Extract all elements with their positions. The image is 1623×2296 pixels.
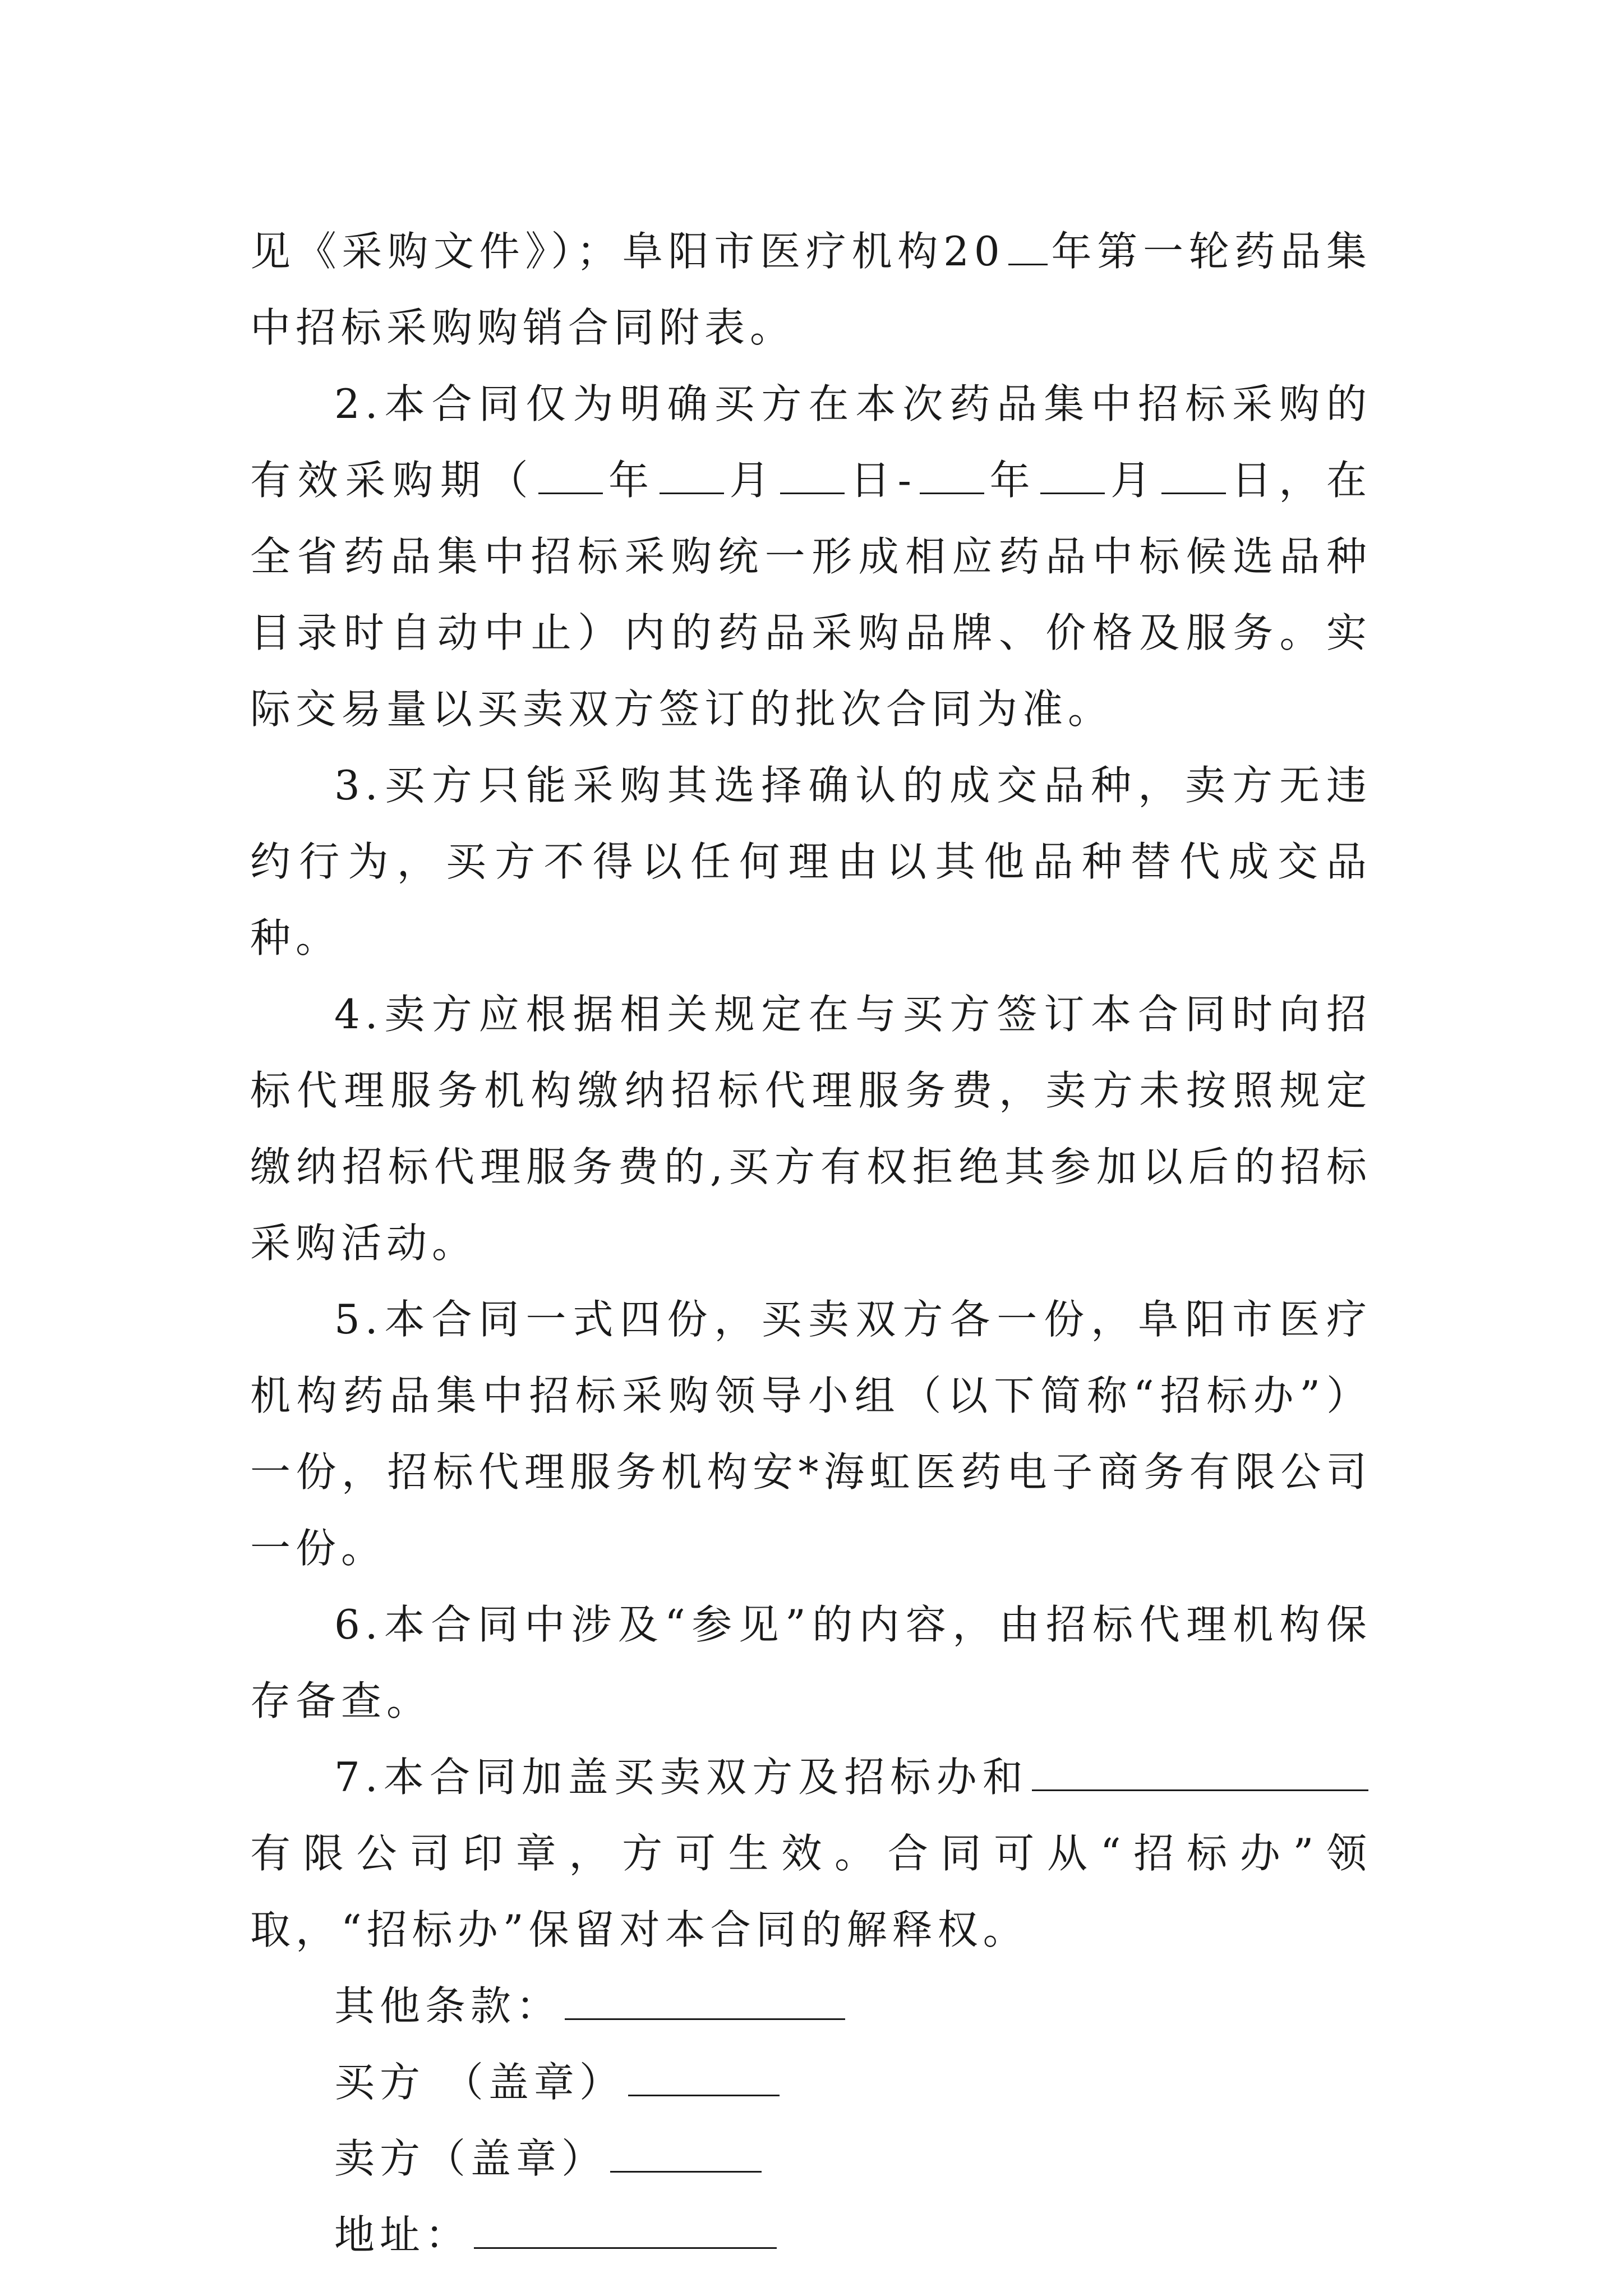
other-terms-field (250, 1968, 1372, 2044)
end-month-label: 月 (1108, 457, 1158, 504)
company-name-blank (1032, 1753, 1368, 1791)
address-blank (474, 2211, 777, 2249)
end-year-blank (920, 456, 984, 494)
start-year-label: 年 (606, 457, 656, 504)
address-label: 地址： (334, 2211, 471, 2258)
clause-2 (250, 366, 1372, 747)
start-month-label: 月 (727, 457, 777, 504)
clause-5: 5.本合同一式四份，买卖双方各一份，阜阳市医疗机构药品集中招标采购领导小组（以下简称“招标办”）一份，招标代理服务机构安*海虹医药电子商务有限公司一份。 (250, 1296, 1372, 1572)
address-field (250, 2197, 1372, 2273)
seller-seal-field (250, 2120, 1372, 2197)
clause-1-text-b: 年第一轮药品集中招标采购购销合同附表。 (250, 228, 1372, 351)
start-month-blank (660, 456, 724, 494)
buyer-seal-field (250, 2044, 1372, 2120)
start-day-label: 日- (848, 457, 916, 504)
clause-attachment-note (250, 213, 1372, 366)
end-day-blank (1161, 456, 1226, 494)
seller-seal-label: 卖方（盖章） (334, 2135, 607, 2182)
other-terms-label: 其他条款： (334, 1982, 562, 2030)
seller-seal-blank (610, 2134, 762, 2173)
clause-2-text-a: 2.本合同仅为明确买方在本次药品集中招标采购的有效采购期（ (250, 380, 1372, 504)
other-terms-blank (565, 1982, 845, 2020)
clause-7 (250, 1739, 1372, 1968)
start-day-blank (780, 456, 845, 494)
start-year-blank (538, 456, 603, 494)
clause-6: 6.本合同中涉及“参见”的内容，由招标代理机构保存备查。 (250, 1601, 1372, 1724)
clause-2-text-b: 日，在全省药品集中招标采购统一形成相应药品中标候选品种目录时自动中止）内的药品采购品牌、价格及服务。实际交易量以买卖双方签订的批次合同为准。 (250, 457, 1372, 733)
buyer-seal-blank (628, 2058, 780, 2096)
clause-3: 3.买方只能采购其选择确认的成交品种，卖方无违约行为，买方不得以任何理由以其他品种替代成交品种。 (250, 762, 1372, 961)
clause-7-text-b: 有限公司印章，方可生效。合同可从“招标办”领取，“招标办”保留对本合同的解释权。 (250, 1830, 1372, 1953)
year-blank (1008, 227, 1048, 265)
end-year-label: 年 (987, 457, 1038, 504)
clause-4: 4.卖方应根据相关规定在与买方签订本合同时向招标代理服务机构缴纳招标代理服务费，卖方未按照规定缴纳招标代理服务费的,买方有权拒绝其参加以后的招标采购活动。 (250, 991, 1372, 1267)
end-month-blank (1040, 456, 1105, 494)
buyer-seal-label: 买方 （盖章） (334, 2059, 625, 2106)
clause-7-text-a: 7.本合同加盖买卖双方及招标办和 (334, 1754, 1029, 1801)
contract-body (250, 213, 1372, 2273)
clause-1-text-a: 见《采购文件》）；阜阳市医疗机构20 (250, 228, 1005, 275)
